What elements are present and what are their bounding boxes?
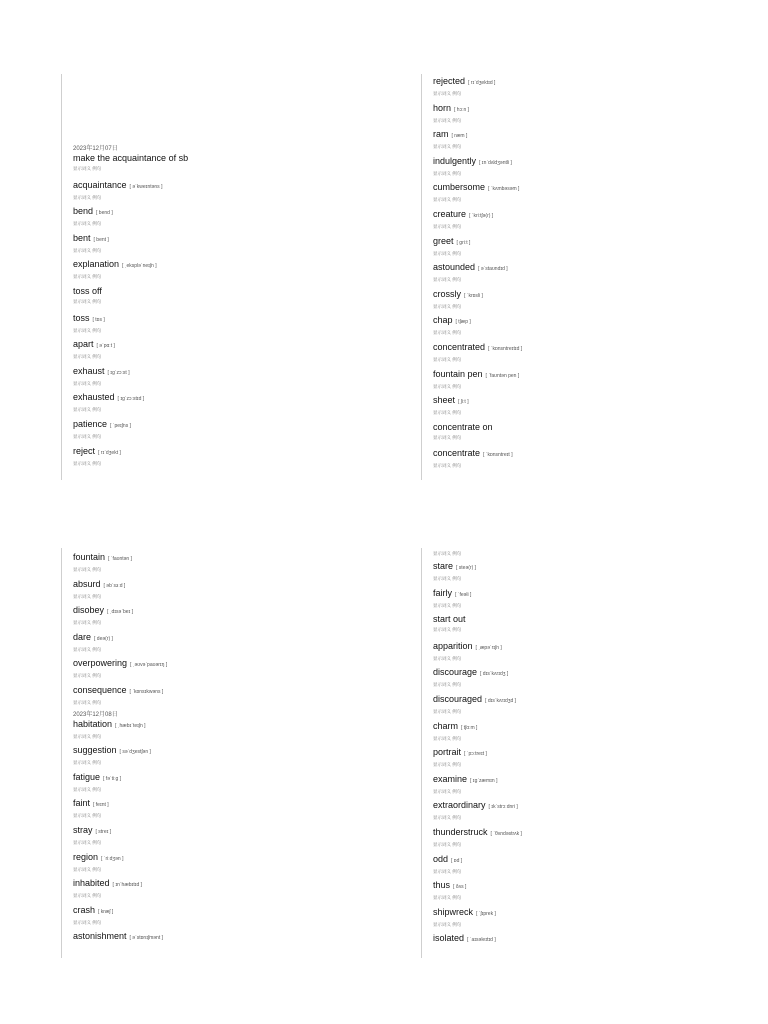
entry-meaning-link[interactable]: 显示词义 例句 [433, 117, 462, 123]
vocab-word[interactable]: disobey [73, 605, 105, 616]
vocab-word[interactable]: sheet [433, 395, 456, 406]
word-entry [73, 419, 373, 446]
vocab-word[interactable]: thunderstruck [433, 826, 488, 837]
entry-meaning-link[interactable]: 显示词义 例句 [73, 221, 102, 227]
word-entry [433, 800, 733, 827]
word-line [433, 448, 733, 461]
word-entry [433, 641, 733, 668]
word-entry [433, 315, 733, 342]
word-entry [73, 313, 373, 340]
word-line [433, 880, 733, 893]
entry-meaning-link[interactable]: 显示词义 例句 [433, 383, 462, 389]
pronunciation: [ ˈkʌmbəsəm ] [488, 186, 520, 193]
word-entry [73, 206, 373, 233]
vocab-word[interactable]: exhausted [73, 392, 115, 403]
pronunciation: [ bent ] [93, 236, 109, 243]
pronunciation: [ ˈpɔːtreɪt ] [464, 751, 487, 758]
word-line [433, 262, 733, 275]
vocab-word[interactable]: extraordinary [433, 800, 486, 811]
word-entry [73, 180, 373, 207]
word-entry [73, 852, 373, 879]
word-line [73, 552, 373, 565]
pronunciation: [ səˈdʒestʃən ] [119, 749, 151, 756]
pronunciation: [ rɪˈdʒektɪd ] [468, 80, 496, 86]
word-entry [73, 579, 373, 606]
word-entry [73, 798, 373, 825]
word-line [73, 798, 373, 811]
word-line [73, 419, 373, 432]
entry-meaning-link[interactable]: 显示词义 例句 [433, 330, 462, 336]
entry-meaning-link[interactable]: 显示词义 例句 [433, 223, 462, 229]
vocab-word[interactable]: fairly [433, 587, 453, 598]
entry-meaning-link[interactable]: 显示词义 例句 [73, 760, 102, 766]
word-column-1 [73, 146, 373, 472]
entry-meaning-link[interactable]: 显示词义 例句 [73, 166, 102, 171]
word-column-2 [433, 76, 733, 475]
entry-date: 2023年12月08日 [73, 711, 118, 718]
vocab-word[interactable]: ram [433, 129, 449, 140]
entry-meaning-link[interactable]: 显示词义 例句 [433, 788, 462, 794]
pronunciation: [ tɒs ] [92, 316, 105, 323]
vocab-word[interactable]: concentrated [433, 341, 486, 352]
vocab-word[interactable]: crossly [433, 288, 462, 299]
pronunciation: [ ɪɡˈzɔːst ] [107, 369, 130, 376]
vocab-word[interactable]: examine [433, 773, 468, 784]
vocab-word[interactable]: astounded [433, 262, 476, 273]
vocab-word[interactable]: indulgently [433, 155, 477, 166]
pronunciation: [ əˈstɒnɪʃmənt ] [129, 935, 163, 942]
word-line [433, 236, 733, 249]
word-line [73, 446, 373, 459]
entry-meaning-link[interactable]: 显示词义 例句 [433, 144, 462, 150]
pronunciation: [ ræm ] [451, 133, 468, 140]
entry-meaning-link[interactable]: 显示词义 例句 [73, 298, 102, 304]
vocab-word[interactable]: region [73, 851, 99, 862]
word-line [433, 342, 733, 355]
entry-meaning-link[interactable]: 显示词义 例句 [73, 354, 102, 360]
entry-meaning-link[interactable]: 显示词义 例句 [433, 841, 462, 847]
vocab-word[interactable]: explanation [73, 259, 120, 270]
word-entry [433, 614, 733, 641]
word-line [73, 905, 373, 918]
vocab-word[interactable]: apart [73, 339, 94, 350]
word-line [433, 641, 733, 654]
entry-meaning-link[interactable]: 显示词义 例句 [433, 303, 462, 309]
pronunciation: [ ɒd ] [451, 857, 463, 864]
entry-meaning-link[interactable]: 显示词义 例句 [433, 434, 462, 440]
word-entry [73, 658, 373, 685]
word-entry [433, 721, 733, 748]
word-line [73, 878, 373, 891]
vocab-word[interactable]: concentrate [433, 448, 481, 459]
pronunciation: [ ˈriːdʒən ] [101, 855, 124, 862]
vocab-word[interactable]: bend [73, 206, 94, 217]
word-line [433, 854, 733, 867]
word-line [433, 800, 733, 813]
word-line [433, 774, 733, 787]
entry-meaning-link[interactable]: 显示词义 例句 [73, 893, 102, 899]
pronunciation: [ ɪɡˈzɔːstɪd ] [117, 396, 145, 403]
word-entry [433, 289, 733, 316]
pronunciation: [ ðʌs ] [453, 884, 467, 891]
entry-meaning-link[interactable]: 显示词义 例句 [73, 194, 102, 200]
word-entry [73, 632, 373, 659]
pronunciation: [ əbˈsɜːd ] [103, 582, 126, 589]
pronunciation: [ ɪkˈstrɔːdnri ] [488, 804, 518, 811]
pronunciation: [ ʃiːt ] [458, 399, 469, 406]
word-entry [433, 907, 733, 934]
word-line [433, 588, 733, 601]
word-line [433, 209, 733, 222]
vocab-word[interactable]: concentrate on [433, 421, 493, 432]
pronunciation: [ deə(r) ] [94, 635, 113, 642]
vocab-word[interactable]: isolated [433, 933, 465, 944]
column-divider [421, 74, 422, 480]
vocab-word[interactable]: reject [73, 445, 96, 456]
word-entry [73, 339, 373, 366]
word-entry [433, 395, 733, 422]
word-entry [433, 103, 733, 130]
entry-meaning-link[interactable]: 显示词义 例句 [73, 620, 102, 626]
vocab-word[interactable]: exhaust [73, 365, 105, 376]
entry-meaning-link[interactable]: 显示词义 例句 [433, 682, 462, 688]
word-entry [73, 233, 373, 260]
entry-meaning-link[interactable]: 显示词义 例句 [73, 866, 102, 872]
pronunciation: [ dɪsˈkʌrɪdʒ ] [480, 671, 509, 678]
word-entry [433, 827, 733, 854]
word-column-4 [433, 551, 733, 960]
word-entry [433, 667, 733, 694]
vocab-word[interactable]: absurd [73, 578, 101, 589]
vocab-word[interactable]: start out [433, 614, 466, 625]
entry-meaning-link[interactable]: 显示词义 例句 [433, 576, 462, 581]
pronunciation: [ əˈkweɪntəns ] [129, 183, 163, 190]
word-entry [73, 685, 373, 712]
word-entry [433, 342, 733, 369]
entry-meaning-link[interactable]: 显示词义 例句 [73, 327, 102, 333]
word-line [433, 182, 733, 195]
word-line [73, 745, 373, 758]
word-line [433, 747, 733, 760]
word-entry [433, 933, 733, 960]
vocab-word[interactable]: stray [73, 824, 93, 835]
pronunciation: [ ɪnˈdʌldʒəntli ] [479, 159, 512, 166]
entry-meaning-link[interactable]: 显示词义 例句 [433, 170, 462, 176]
pronunciation: [ ˈfaʊntən pen ] [485, 372, 520, 379]
word-line [73, 206, 373, 219]
entry-meaning-link[interactable]: 显示词义 例句 [73, 673, 102, 679]
word-line [433, 827, 733, 840]
word-entry [433, 694, 733, 721]
entry-meaning-link[interactable]: 显示词义 例句 [433, 463, 462, 469]
word-entry [73, 552, 373, 579]
word-entry [433, 422, 733, 449]
entry-meaning-link[interactable]: 显示词义 例句 [433, 356, 462, 362]
entry-meaning-link[interactable]: 显示词义 例句 [433, 250, 462, 256]
word-entry [73, 878, 373, 905]
word-entry [433, 774, 733, 801]
vocab-word[interactable]: fountain pen [433, 368, 483, 379]
pronunciation: [ ˈaɪsəleɪtɪd ] [467, 937, 496, 944]
entry-meaning-link[interactable]: 显示词义 例句 [433, 868, 462, 874]
pronunciation: [ ˈkɒnsɪkwəns ] [129, 688, 164, 695]
pronunciation: [ ˈʃɪprek ] [476, 910, 496, 917]
column-divider [61, 548, 62, 958]
vocab-word[interactable]: fountain [73, 552, 106, 562]
word-line [73, 605, 373, 618]
vocab-word[interactable]: chap [433, 315, 453, 326]
entry-meaning-link[interactable]: 显示词义 例句 [433, 91, 462, 96]
word-entry [73, 605, 373, 632]
word-entry [73, 286, 373, 313]
vocab-word[interactable]: dare [73, 631, 92, 642]
word-entry [433, 747, 733, 774]
word-line [433, 369, 733, 382]
pronunciation: [ rɪˈdʒekt ] [98, 449, 121, 456]
word-line [433, 156, 733, 169]
vocab-word[interactable]: portrait [433, 747, 462, 758]
entry-meaning-link[interactable]: 显示词义 例句 [433, 762, 462, 768]
word-entry [433, 561, 733, 588]
word-line [73, 339, 373, 352]
word-column-3 [73, 552, 373, 958]
vocab-word[interactable]: creature [433, 208, 467, 219]
entry-meaning-link[interactable]: 显示词义 例句 [433, 627, 462, 633]
entry-meaning-link[interactable]: 显示词义 例句 [73, 407, 102, 413]
vocab-word[interactable]: crash [73, 904, 96, 915]
vocab-word[interactable]: discourage [433, 667, 478, 678]
word-line [433, 721, 733, 734]
word-line [433, 561, 733, 574]
pronunciation: [ ɡriːt ] [456, 239, 471, 246]
pronunciation: [ hɔːn ] [454, 106, 470, 113]
pronunciation: [ bend ] [96, 210, 113, 217]
word-entry [433, 129, 733, 156]
entry-meaning-link[interactable]: 显示词义 例句 [73, 567, 102, 572]
word-line [433, 103, 733, 116]
word-line [433, 289, 733, 302]
word-entry [73, 366, 373, 393]
word-line [73, 825, 373, 838]
word-entry [433, 76, 733, 103]
word-line [433, 395, 733, 408]
word-line [433, 907, 733, 920]
vocab-word[interactable]: horn [433, 102, 452, 113]
word-entry [73, 712, 373, 746]
vocab-word[interactable]: discouraged [433, 693, 483, 704]
vocab-word[interactable]: consequence [73, 684, 127, 695]
vocab-word[interactable]: overpowering [73, 658, 128, 669]
pronunciation: [ ˌdɪsəˈbeɪ ] [107, 609, 134, 616]
word-entry [73, 905, 373, 932]
word-line [73, 366, 373, 379]
entry-meaning-link[interactable]: 显示词义 例句 [73, 699, 102, 705]
word-entry [73, 446, 373, 473]
word-line [73, 579, 373, 592]
word-line [73, 180, 373, 193]
entry-meaning-link[interactable]: 显示词义 例句 [433, 551, 462, 556]
entry-meaning-link[interactable]: 显示词义 例句 [73, 813, 102, 819]
vocab-word[interactable]: shipwreck [433, 906, 474, 917]
word-entry [433, 369, 733, 396]
word-entry [433, 448, 733, 475]
vocab-word[interactable]: rejected [433, 76, 466, 86]
word-entry [73, 772, 373, 799]
entry-meaning-link[interactable]: 显示词义 例句 [73, 919, 102, 925]
pronunciation: [ ˈkɒnsntreɪt ] [483, 452, 513, 459]
word-line [433, 694, 733, 707]
word-line [73, 392, 373, 405]
entry-meaning-link[interactable]: 显示词义 例句 [73, 247, 102, 253]
vocab-word[interactable]: greet [433, 235, 454, 246]
entry-meaning-link[interactable]: 显示词义 例句 [73, 593, 102, 599]
word-entry [433, 880, 733, 907]
word-line [73, 719, 373, 732]
vocab-word[interactable]: cumbersome [433, 182, 486, 193]
vocab-word[interactable]: bent [73, 232, 91, 243]
vocab-word[interactable]: toss [73, 312, 90, 323]
vocab-word[interactable]: apparition [433, 640, 473, 651]
entry-meaning-link[interactable]: 显示词义 例句 [433, 197, 462, 203]
pronunciation: [ ˈkɒnsntreɪtɪd ] [488, 345, 523, 352]
word-line [73, 658, 373, 671]
vocab-word[interactable]: acquaintance [73, 179, 127, 190]
entry-meaning-link[interactable]: 显示词义 例句 [73, 460, 102, 466]
word-entry [433, 182, 733, 209]
word-entry [73, 146, 373, 180]
word-entry [73, 745, 373, 772]
column-divider [61, 74, 62, 480]
word-line [433, 315, 733, 328]
entry-meaning-link[interactable]: 显示词义 例句 [73, 839, 102, 845]
pronunciation: [ əˈstaʊndɪd ] [478, 266, 508, 273]
entry-meaning-link[interactable]: 显示词义 例句 [73, 380, 102, 386]
entry-meaning-link[interactable]: 显示词义 例句 [433, 277, 462, 283]
word-entry [433, 156, 733, 183]
word-line [73, 233, 373, 246]
pronunciation: [ ɪnˈhæbɪtɪd ] [112, 882, 143, 889]
vocab-word[interactable]: inhabited [73, 878, 110, 889]
word-entry [433, 854, 733, 881]
entry-meaning-link[interactable]: 显示词义 例句 [433, 735, 462, 741]
word-line [73, 286, 373, 297]
word-line [433, 614, 733, 625]
pronunciation: [ kræʃ ] [98, 908, 114, 915]
word-line [73, 685, 373, 698]
entry-date: 2023年12月07日 [73, 146, 118, 152]
entry-meaning-link[interactable]: 显示词义 例句 [433, 815, 462, 821]
pronunciation: [ əˈpɑːt ] [96, 343, 115, 350]
pronunciation: [ ˈfeəli ] [455, 591, 472, 598]
pronunciation: [ ˈpeɪʃns ] [110, 422, 131, 429]
pronunciation: [ fəˈtiːɡ ] [103, 775, 122, 782]
pronunciation: [ ˈθʌndəstrʌk ] [490, 830, 522, 837]
word-entry [73, 259, 373, 286]
vocab-word[interactable]: habitation [73, 718, 113, 729]
word-entry [73, 931, 373, 958]
word-entry [433, 588, 733, 615]
vocab-word[interactable]: charm [433, 720, 459, 731]
vocab-word[interactable]: odd [433, 853, 449, 864]
word-line [433, 933, 733, 946]
pronunciation: [ ˈfaʊntən ] [108, 556, 132, 562]
entry-meaning-link[interactable]: 显示词义 例句 [73, 786, 102, 792]
pronunciation: [ dɪsˈkʌrɪdʒd ] [485, 697, 517, 704]
pronunciation: [ ˌhæbɪˈteɪʃn ] [115, 722, 146, 729]
word-line [73, 259, 373, 272]
column-divider [421, 548, 422, 958]
pronunciation: [ tʃæp ] [455, 319, 471, 326]
vocab-word[interactable]: make the acquaintance of sb [73, 153, 189, 163]
pronunciation: [ ˌəʊvəˈpaʊərɪŋ ] [130, 662, 168, 669]
word-entry [433, 236, 733, 263]
word-line [73, 632, 373, 645]
vocab-word[interactable]: patience [73, 418, 108, 429]
word-line [73, 852, 373, 865]
pronunciation: [ ˌekspləˈneɪʃn ] [122, 263, 157, 270]
entry-meaning-link[interactable]: 显示词义 例句 [73, 433, 102, 439]
word-line [433, 129, 733, 142]
entry-meaning-link[interactable]: 显示词义 例句 [433, 655, 462, 661]
word-entry [73, 825, 373, 852]
vocab-word[interactable]: fatigue [73, 771, 101, 782]
vocab-word[interactable]: thus [433, 880, 451, 891]
entry-meaning-link[interactable]: 显示词义 例句 [433, 602, 462, 608]
vocab-word[interactable]: stare [433, 561, 454, 571]
word-line [73, 313, 373, 326]
entry-meaning-link[interactable]: 显示词义 例句 [433, 895, 462, 901]
word-line [73, 772, 373, 785]
entry-meaning-link[interactable]: 显示词义 例句 [73, 274, 102, 280]
entry-meaning-link[interactable]: 显示词义 例句 [73, 733, 102, 739]
pronunciation: [ streɪ ] [95, 828, 112, 835]
pronunciation: [ ɪɡˈzæmɪn ] [470, 777, 498, 784]
word-line [73, 931, 373, 944]
word-line [433, 76, 733, 89]
vocab-word[interactable]: toss off [73, 285, 102, 296]
entry-meaning-link[interactable]: 显示词义 例句 [433, 708, 462, 714]
word-entry [433, 262, 733, 289]
vocab-word[interactable]: suggestion [73, 745, 117, 756]
entry-meaning-link[interactable]: 显示词义 例句 [433, 410, 462, 416]
pronunciation: [ ˈkrɒsli ] [464, 292, 483, 299]
vocab-word[interactable]: astonishment [73, 931, 127, 942]
word-entry [73, 392, 373, 419]
vocab-word[interactable]: faint [73, 798, 91, 809]
entry-meaning-link[interactable]: 显示词义 例句 [433, 921, 462, 927]
word-line [73, 153, 373, 164]
word-entry [433, 209, 733, 236]
pronunciation: [ ˌæpəˈrɪʃn ] [475, 644, 502, 651]
word-line [433, 422, 733, 433]
pronunciation: [ steə(r) ] [456, 565, 477, 571]
word-line [433, 667, 733, 680]
pronunciation: [ ˈkriːtʃə(r) ] [469, 212, 494, 219]
pronunciation: [ tʃɑːm ] [461, 724, 478, 731]
entry-meaning-link[interactable]: 显示词义 例句 [73, 646, 102, 652]
pronunciation: [ feɪnt ] [93, 802, 109, 809]
